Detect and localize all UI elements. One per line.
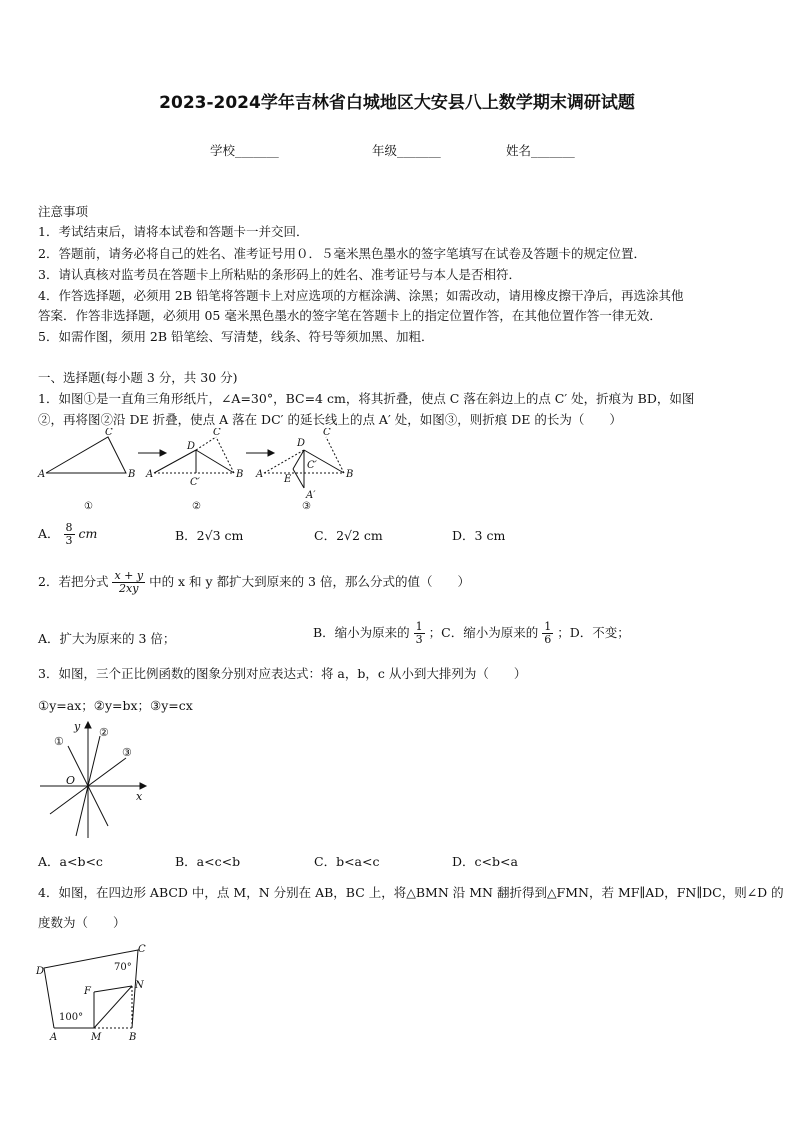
- fig2-label-C: C: [213, 428, 221, 438]
- fig2-label-C-prime: C′: [190, 477, 200, 488]
- q3-line2: ①y=ax；②y=bx；③y=cx: [38, 698, 193, 713]
- label-A: A: [50, 1032, 58, 1042]
- numerator: x + y: [114, 569, 144, 582]
- denominator: 2xy: [119, 582, 139, 595]
- q4-line2: 度数为（ ）: [38, 915, 126, 930]
- q1-line2: ②，再将图②沿 DE 折叠，使点 A 落在 DC′ 的延长线上的点 A′ 处，如图③，则折痕 DE 的长为（ ）: [38, 412, 622, 427]
- segment-mn: [94, 986, 132, 1028]
- fig3-label-C: C: [323, 428, 331, 438]
- fig2-label-D: D: [187, 441, 196, 452]
- option-label: B．缩小为原来的: [313, 625, 410, 640]
- school-field: 学校_______: [210, 143, 279, 158]
- q3-line1: 3．如图，三个正比例函数的图象分别对应表达式：将 a，b，c 从小到大排列为（ ）: [38, 666, 527, 681]
- fig3-ed: [293, 450, 304, 469]
- arrow-head-2: [268, 450, 274, 456]
- label-F: F: [84, 986, 91, 997]
- fig3-ea: [293, 469, 304, 488]
- notice-item: 5．如需作图，须用 2B 铅笔绘、写清楚，线条、符号等须加黑、加粗．: [38, 329, 434, 344]
- fraction: [542, 621, 553, 646]
- fig3-label-A: A: [256, 469, 264, 480]
- triangle-1: [46, 437, 126, 473]
- label-origin: O: [66, 774, 76, 787]
- fig1-label-C: C: [105, 428, 113, 438]
- label-line-1: ①: [54, 735, 64, 748]
- name-field: 姓名_______: [506, 143, 575, 158]
- notice-item: 1．考试结束后，请将本试卷和答题卡一并交回．: [38, 224, 309, 239]
- x-arrow: [140, 783, 146, 789]
- denominator: 6: [544, 633, 552, 646]
- q2-stem: [38, 570, 470, 595]
- label-B: B: [129, 1032, 137, 1042]
- option-label: A．: [38, 526, 60, 541]
- fig3-label-A-prime: A′: [306, 490, 316, 501]
- label-line-3: ③: [122, 746, 132, 759]
- section-heading: 一、选择题(每小题 3 分，共 30 分): [38, 370, 238, 385]
- fig3-label-E: E: [284, 474, 292, 485]
- fig2-label-B: B: [236, 469, 244, 480]
- fig2-label-A: A: [146, 469, 154, 480]
- fig1-label-B: B: [128, 469, 136, 480]
- page-title: 2023-2024学年吉林省白城地区大安县八上数学期末调研试题: [159, 93, 635, 113]
- fraction: [112, 570, 145, 595]
- q1-option-a[interactable]: [38, 522, 97, 547]
- q2-suffix: 中的 x 和 y 都扩大到原来的 3 倍，那么分式的值（ ）: [149, 574, 470, 589]
- numerator: 8: [65, 521, 73, 534]
- q2-prefix: 2．若把分式: [38, 574, 109, 589]
- numerator: 1: [544, 620, 552, 633]
- q1-figure: [36, 428, 366, 516]
- label-M: M: [91, 1032, 102, 1042]
- notice-item: 4．作答选择题，必须用 2B 铅笔将答题卡上对应选项的方框涂满、涂黑；如需改动，请用橡皮擦干净后，再选涂其他: [38, 288, 684, 303]
- segment-fn: [94, 986, 132, 992]
- fig-number-2: ②: [192, 501, 201, 512]
- fig1-label-A: A: [38, 469, 46, 480]
- q2-option-a[interactable]: A．扩大为原来的 3 倍；: [38, 631, 176, 646]
- q1-option-c[interactable]: C．2√2 cm: [314, 528, 383, 543]
- numerator: 1: [415, 620, 423, 633]
- denominator: 3: [415, 633, 423, 646]
- fraction: [414, 621, 425, 646]
- label-D: D: [36, 966, 45, 977]
- option-d-label: ；D．不变；: [557, 625, 630, 640]
- notice-heading: 注意事项: [38, 204, 89, 219]
- label-y: y: [74, 720, 81, 733]
- q3-option-b[interactable]: B．a<c<b: [175, 854, 241, 869]
- label-C: C: [138, 944, 146, 955]
- q3-option-d[interactable]: D．c<b<a: [452, 854, 518, 869]
- fig3-label-D: D: [297, 438, 306, 449]
- fig-number-1: ①: [84, 501, 93, 512]
- q4-line1: 4．如图，在四边形 ABCD 中，点 M，N 分别在 AB，BC 上，将△BMN 沿 MN 翻折得到△FMN，若 MF∥AD，FN∥DC，则∠D 的: [38, 885, 784, 900]
- option-c-label: ；C．缩小为原来的: [428, 625, 539, 640]
- angle-c-label: 70°: [114, 962, 132, 973]
- label-x: x: [136, 790, 143, 803]
- notice-item: 3．请认真核对监考员在答题卡上所粘贴的条形码上的姓名、准考证号与本人是否相符．: [38, 267, 521, 282]
- q3-option-a[interactable]: A．a<b<c: [38, 854, 103, 869]
- y-arrow: [85, 722, 91, 728]
- notice-item: 答案．作答非选择题，必须用 05 毫米黑色墨水的签字笔在答题卡上的指定位置作答，在其他位置作答一律无效．: [38, 308, 662, 323]
- unit: cm: [78, 526, 98, 541]
- fig2-dc-orig: [196, 437, 216, 450]
- q2-option-b[interactable]: [313, 621, 630, 646]
- grade-field: 年级_______: [372, 143, 441, 158]
- q1-line1: 1．如图①是一直角三角形纸片，∠A=30°，BC=4 cm，将其折叠，使点 C 落在斜边上的点 C′ 处，折痕为 BD，如图: [38, 391, 695, 406]
- fig-number-3: ③: [302, 501, 311, 512]
- fraction: [64, 522, 75, 547]
- label-N: N: [135, 980, 144, 991]
- q3-option-c[interactable]: C．b<a<c: [314, 854, 380, 869]
- fig3-label-B: B: [346, 469, 354, 480]
- label-line-2: ②: [99, 726, 109, 739]
- q4-figure: [34, 938, 164, 1042]
- q3-graph: [36, 718, 156, 842]
- denominator: 3: [65, 534, 73, 547]
- notice-item: 2．答题前，请务必将自己的姓名、准考证号用０．５毫米黑色墨水的签字笔填写在试卷及答题卡的规定位置．: [38, 246, 646, 261]
- q1-option-d[interactable]: D．3 cm: [452, 528, 506, 543]
- angle-a-label: 100°: [59, 1012, 84, 1023]
- q1-option-b[interactable]: B．2√3 cm: [175, 528, 244, 543]
- fig3-label-C-prime: C′: [307, 460, 317, 471]
- arrow-head-1: [160, 450, 166, 456]
